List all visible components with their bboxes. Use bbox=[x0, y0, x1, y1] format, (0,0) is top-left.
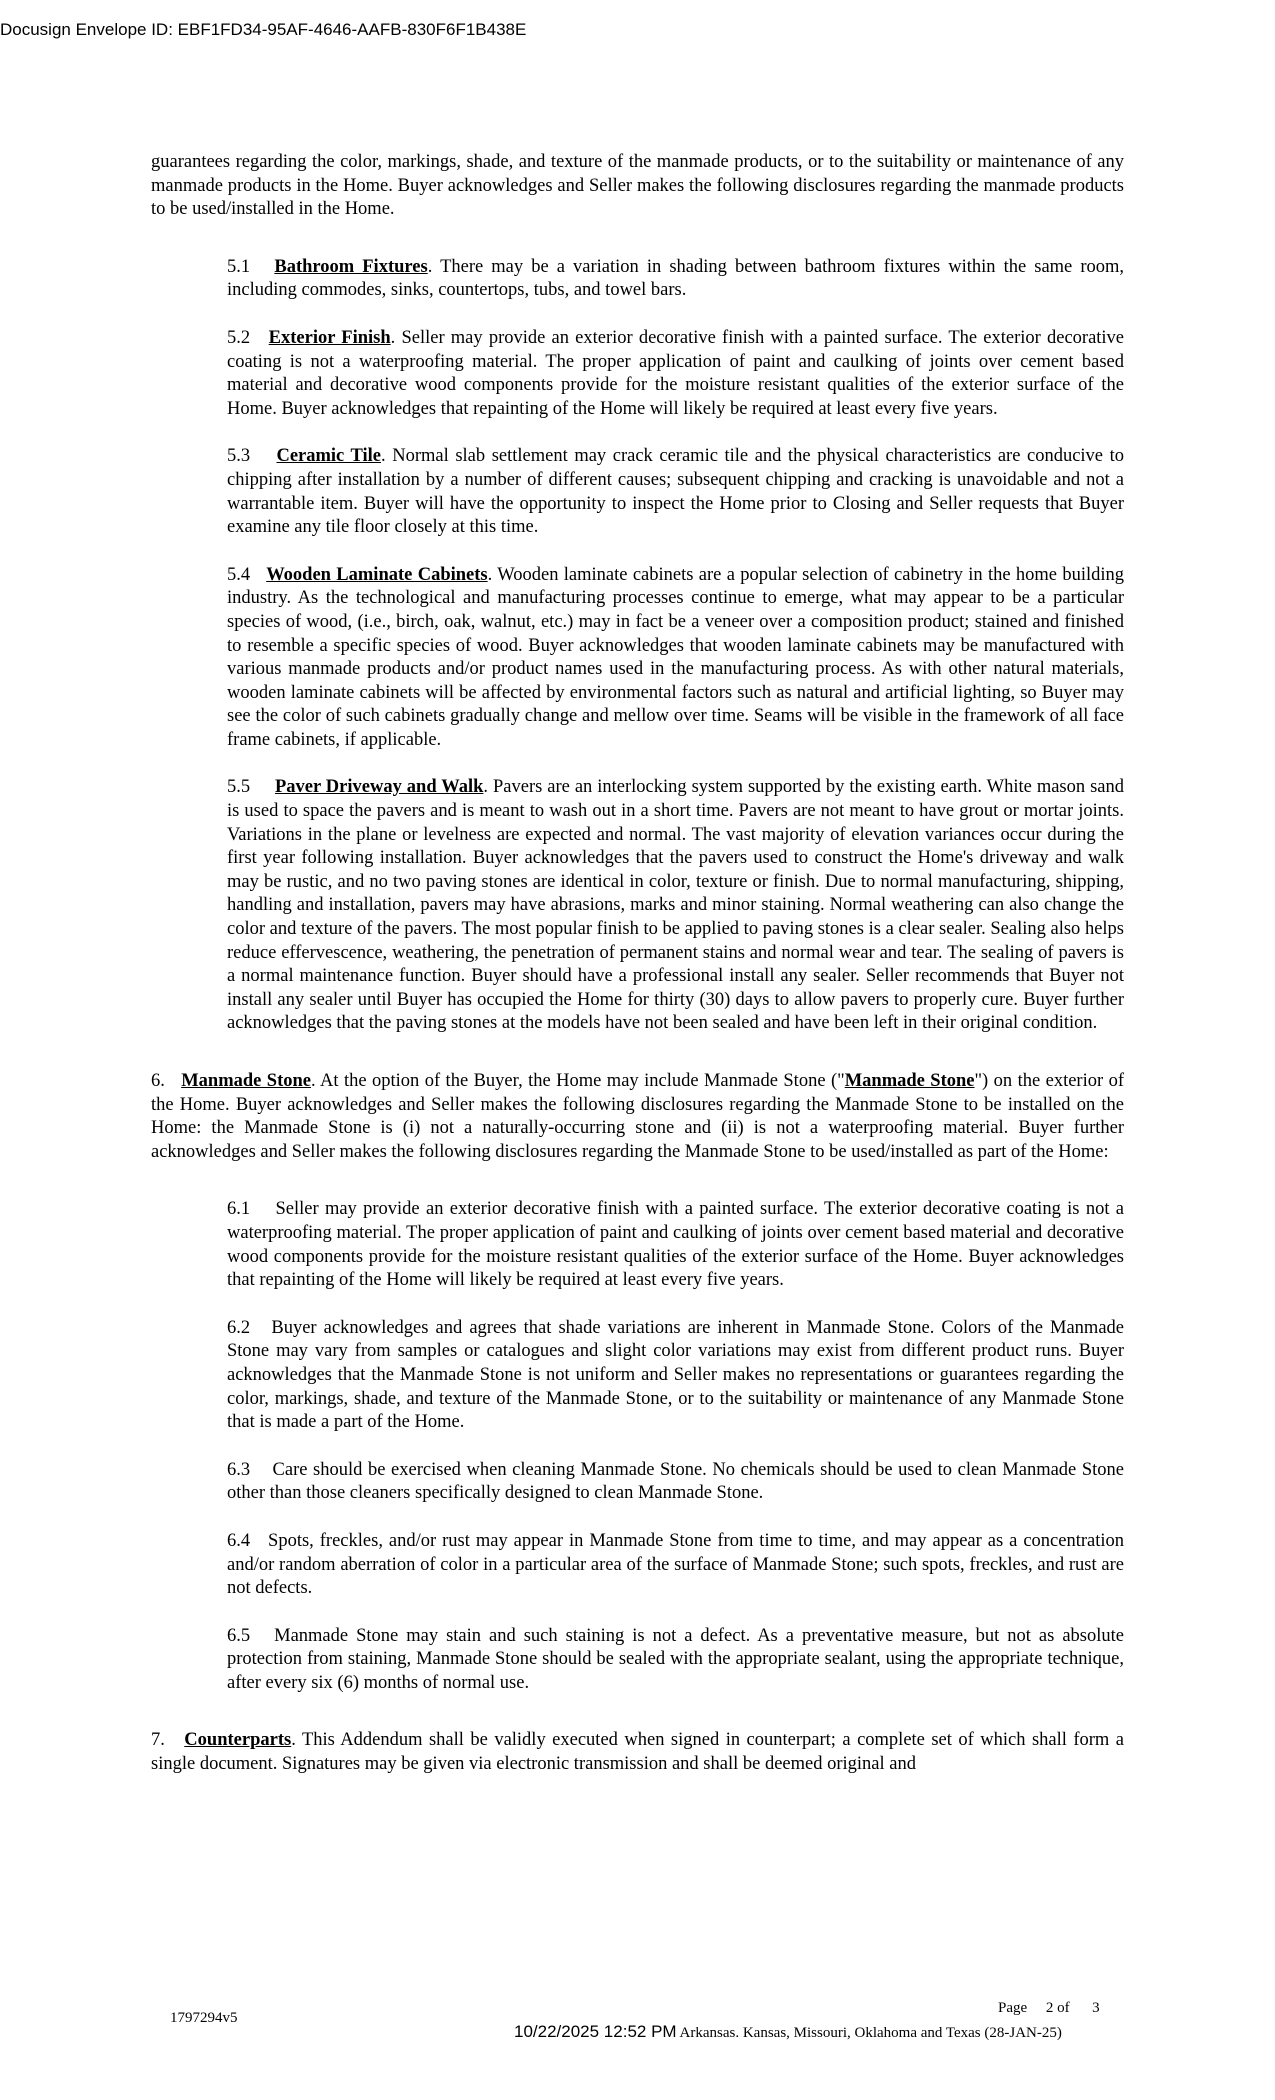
section-text: . Normal slab settlement may crack ceramic tile and the physical characteristics are conducive to chipping after installation by a number of different causes; subsequent chipping and cracking is unavoidable and not a warrantable item. Buyer will have the opportunity to inspect the Home prior to Closing and Seller requests that Buyer examine any tile floor closely at this time. bbox=[227, 446, 1124, 538]
section-5-3 bbox=[227, 445, 1124, 539]
section-number: 5.1 bbox=[227, 256, 251, 277]
page-number: 2 bbox=[1045, 2000, 1054, 2016]
section-6-1 bbox=[227, 1198, 1124, 1292]
section-title: Exterior Finish bbox=[268, 327, 391, 348]
defined-term: Manmade Stone bbox=[844, 1071, 975, 1091]
section-number: 6.1 bbox=[227, 1199, 251, 1220]
section-title: Paver Driveway and Walk bbox=[274, 777, 484, 798]
section-number: 6.2 bbox=[227, 1317, 251, 1338]
page-label: Page bbox=[998, 2000, 1028, 2016]
page-of-label: of bbox=[1057, 2000, 1070, 2016]
intro-paragraph: guarantees regarding the color, markings, shade, and texture of the manmade products, or to the suitability or maintenance of any manmade products in the Home. Buyer acknowledges and Seller makes the following disclosures regarding the manmade products to be used/installed in the Home. bbox=[151, 152, 1124, 220]
section-number: 5.4 bbox=[227, 564, 251, 585]
section-text: . This Addendum shall be validly executed when signed in counterpart; a complete set of which shall form a single document. Signatures may be given via electronic transmission and shall be deemed original and bbox=[151, 1730, 1125, 1775]
section-number: 5.3 bbox=[227, 446, 251, 467]
section-title: Wooden Laminate Cabinets bbox=[266, 564, 488, 585]
section-text: Seller may provide an exterior decorative finish with a painted surface. The exterior decorative coating is not a waterproofing material. The proper application of paint and caulking of joints over cement based material and decorative wood components provide for the moisture resistant qualities of the exterior surface of the Home. Buyer acknowledges that repainting of the Home will likely be required at least every five years. bbox=[227, 1199, 1125, 1291]
section-number: 6.3 bbox=[227, 1459, 251, 1480]
section-5-2 bbox=[227, 327, 1124, 421]
section-text: Manmade Stone may stain and such staining is not a defect. As a preventative measure, but not as absolute protection from staining, Manmade Stone should be sealed with the appropriate sealant, using the appropriate technique, after every six (6) months of normal use. bbox=[227, 1625, 1124, 1693]
signed-timestamp: 10/22/2025 12:52 PM bbox=[514, 2022, 677, 2041]
section-6-2 bbox=[227, 1317, 1124, 1435]
document-version: 1797294v5 bbox=[170, 2010, 238, 2026]
section-text: . Seller may provide an exterior decorative finish with a painted surface. The exterior decorative coating is not a waterproofing material. The proper application of paint and caulking of joints over cement based material and decorative wood components provide for the moisture resistant qualities of the exterior surface of the Home. Buyer acknowledges that repainting of the Home will likely be required at least every five years. bbox=[227, 327, 1125, 419]
section-5-5 bbox=[227, 776, 1124, 1036]
section-5-1 bbox=[227, 256, 1124, 303]
section-text: . At the option of the Buyer, the Home may include Manmade Stone (" bbox=[310, 1071, 845, 1091]
section-6 bbox=[151, 1070, 1124, 1164]
section-6-4 bbox=[227, 1530, 1124, 1601]
section-text: ") on the exterior of the Home. Buyer acknowledges and Seller makes the following disclosures regarding the Manmade Stone to be installed on the Home: the Manmade Stone is (i) not a naturally-occurring stone and (ii) is not a waterproofing material. Buyer further acknowledges and Seller makes the following disclosures regarding the Manmade Stone to be used/installed as part of the Home: bbox=[151, 1071, 1124, 1162]
section-title: Manmade Stone bbox=[181, 1071, 311, 1091]
section-text: . Wooden laminate cabinets are a popular selection of cabinetry in the home building industry. As the technological and manufacturing processes continue to emerge, what may appear to be a particular species of wood, (i.e., birch, oak, walnut, etc.) may in fact be a veneer over a composition product; stained and finished to resemble a specific species of wood. Buyer acknowledges that wooden laminate cabinets may be manufactured with various manmade products and/or product names used in the manufacturing process. As with other natural materials, wooden laminate cabinets will be affected by environmental factors such as natural and artificial lighting, so Buyer may see the color of such cabinets gradually change and mellow over time. Seams will be visible in the framework of all face frame cabinets, if applicable. bbox=[227, 564, 1125, 750]
applicable-states: Arkansas. Kansas, Missouri, Oklahoma and Texas (28-JAN-25) bbox=[679, 2025, 1062, 2041]
page-total: 3 bbox=[1092, 2000, 1100, 2016]
page-indicator bbox=[998, 2000, 1100, 2017]
section-6-3 bbox=[227, 1459, 1124, 1506]
section-text: . Pavers are an interlocking system supported by the existing earth. White mason sand is used to space the pavers and is meant to wash out in a short time. Pavers are not meant to have grout or mortar joints. Variations in the plane or levelness are expected and normal. The vast majority of elevation variances occur during the first year following installation. Buyer acknowledges that the pavers used to construct the Home's driveway and walk may be rustic, and no two paving stones are identical in color, texture or finish. Due to normal manufacturing, shipping, handling and installation, pavers may have abrasions, marks and minor staining. Normal weathering can also change the color and texture of the pavers. The most popular finish to be applied to paving stones is a clear sealer. Sealing also helps reduce effervescence, weathering, the penetration of permanent stains and normal wear and tear. The sealing of pavers is a normal maintenance function. Buyer should have a professional install any sealer. Seller recommends that Buyer not install any sealer until Buyer has occupied the Home for thirty (30) days to allow pavers to properly cure. Buyer further acknowledges that the paving stones at the models have not been sealed and have been left in their original condition. bbox=[227, 777, 1125, 1034]
section-number: 7. bbox=[151, 1730, 165, 1751]
section-text: Care should be exercised when cleaning Manmade Stone. No chemicals should be used to clean Manmade Stone other than those cleaners specifically designed to clean Manmade Stone. bbox=[227, 1459, 1124, 1504]
section-6-5 bbox=[227, 1625, 1124, 1696]
envelope-id: Docusign Envelope ID: EBF1FD34-95AF-4646-AAFB-830F6F1B438E bbox=[0, 20, 527, 39]
section-text: . There may be a variation in shading between bathroom fixtures within the same room, including commodes, sinks, countertops, tubs, and towel bars. bbox=[227, 256, 1125, 301]
section-title: Counterparts bbox=[184, 1730, 292, 1751]
section-title: Bathroom Fixtures bbox=[274, 256, 428, 277]
section-7 bbox=[151, 1729, 1124, 1776]
section-number: 6.5 bbox=[227, 1625, 251, 1646]
section-number: 6. bbox=[151, 1071, 165, 1091]
footer-line bbox=[514, 2022, 1062, 2042]
section-text: Spots, freckles, and/or rust may appear in Manmade Stone from time to time, and may appear as a concentration and/or random aberration of color in a particular area of the surface of Manmade Stone; such spots, freckles, and rust are not defects. bbox=[227, 1530, 1124, 1599]
section-title: Ceramic Tile bbox=[276, 446, 382, 467]
section-number: 6.4 bbox=[227, 1530, 251, 1551]
document-body bbox=[151, 151, 1124, 1777]
section-5-4 bbox=[227, 564, 1124, 753]
section-number: 5.5 bbox=[227, 777, 251, 798]
section-text: Buyer acknowledges and agrees that shade variations are inherent in Manmade Stone. Colors of the Manmade Stone may vary from samples or catalogues and slight color variations may exist from different product runs. Buyer acknowledges that the Manmade Stone is not uniform and Seller makes no representations or guarantees regarding the color, markings, shade, and texture of the Manmade Stone, or to the suitability or maintenance of any Manmade Stone that is made a part of the Home. bbox=[227, 1317, 1124, 1433]
section-number: 5.2 bbox=[227, 327, 251, 348]
